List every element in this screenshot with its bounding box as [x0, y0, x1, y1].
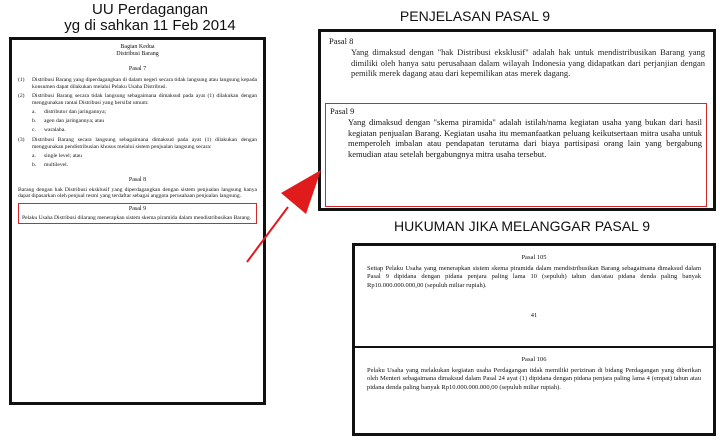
sub-letter: c. [32, 126, 36, 133]
item-number: (3) [18, 137, 25, 144]
item-number: (2) [18, 93, 25, 100]
penjelasan-pasal9-title: Pasal 9 [330, 106, 355, 116]
penjelasan-pasal8-title: Pasal 8 [329, 36, 354, 46]
item-text: Distribusi Barang secara tidak langsung sebagaimana dimaksud pada ayat (1) dilakukan dengan menggunakan rantai Distribusi yang bersifat umum: [32, 93, 257, 106]
pasal106-text: Pelaku Usaha yang melakukan kegiatan usaha Perdagangan tidak memiliki perizinan di bidang Perdagangan yang diberikan oleh Menteri sebagaimana dimaksud dalam Pasal 24 ayat (1) dipidana dengan pidana penjara paling lama 4 (empat) tahun atau pidana denda paling banyak Rp10.000.000.000,00 (sepuluh miliar rupiah). [367, 367, 701, 391]
pasal9-text: Pelaku Usaha Distribusi dilarang menerapkan sistem skema piramida dalam mendistribusikan Barang. [22, 214, 252, 221]
pasal8-title: Pasal 8 [128, 176, 147, 183]
pasal8-text: Barang dengan hak Distribusi eksklusif yang diperdagangkan dengan sistem penjualan langsung hanya dapat dipasarkan oleh penjual resmi yang terdaftar sebagai anggota perusahaan penjualan langsung. [18, 186, 257, 200]
pasal9-title: Pasal 9 [128, 205, 147, 212]
sub-text: multilevel. [44, 161, 69, 168]
penjelasan-title: PENJELASAN PASAL 9 [399, 8, 551, 24]
sub-text: distributor dan jaringannya; [44, 109, 107, 116]
sub-text: single level; atau [44, 153, 82, 160]
sub-letter: b. [32, 161, 37, 168]
penjelasan-pasal9-text: Yang dimaksud dengan "skema piramida" adalah istilah/nama kegiatan usaha yang bukan dari hasil kegiatan penjualan Barang. Kegiatan usaha itu memanfaatkan peluang keikutsertaan mitra usaha untuk memperoleh imbalan atau pendapatan terutama dari biaya partisipasi orang lain yang bergabung kemudian atau setelah bergabungnya mitra usaha tersebut. [348, 117, 702, 159]
sub-text: agen dan jaringannya; atau [44, 117, 105, 124]
sub-text: waralaba. [44, 126, 66, 133]
sub-letter: b. [32, 117, 37, 124]
pasal106-title: Pasal 106 [521, 356, 547, 363]
item-text: Distribusi Barang yang diperdagangkan di dalam negeri secara tidak langsung atau langsung kepada konsumen dapat dilakukan melalui Pelaku Usaha Distribusi. [32, 77, 257, 90]
bagian-heading: Bagian Kedua [120, 44, 155, 50]
page-number: 41 [530, 312, 538, 320]
pasal105-text: Setiap Pelaku Usaha yang menerapkan sistem skema piramida dalam mendistribusikan Barang sebagaimana dimaksud dalam Pasal 9 dipidana dengan pidana penjara paling lama 10 (sepuluh) tahun dan/atau pidana denda paling banyak Rp10.000.000.000,00 (sepuluh miliar rupiah). [367, 265, 701, 289]
left-title-line1: UU Perdagangan [92, 1, 208, 18]
sub-letter: a. [32, 153, 36, 160]
bagian-subheading: Distribusi Barang [116, 51, 159, 57]
hukuman-title: HUKUMAN JIKA MELANGGAR PASAL 9 [394, 218, 650, 234]
item-text: Distribusi Barang secara langsung sebagaimana dimaksud pada ayat (1) dilakukan dengan menggunakan pendistribusian khusus melalui sistem penjualan langsung secara: [32, 137, 257, 150]
penjelasan-pasal8-text: Yang dimaksud dengan "hak Distribusi eksklusif" adalah hak untuk mendistribusikan Barang yang dimiliki oleh hanya satu perusahaan dalam wilayah Indonesia yang didapatkan dari perjanjian dengan pemilik merek dagang atau dari kepemilikan atas merek dagang. [351, 47, 705, 79]
pasal105-title: Pasal 105 [521, 254, 547, 261]
left-title-line2: yg di sahkan 11 Feb 2014 [64, 17, 236, 34]
connector-line [247, 207, 288, 262]
sub-letter: a. [32, 109, 36, 116]
pasal7-title: Pasal 7 [128, 66, 147, 72]
item-number: (1) [18, 77, 25, 83]
